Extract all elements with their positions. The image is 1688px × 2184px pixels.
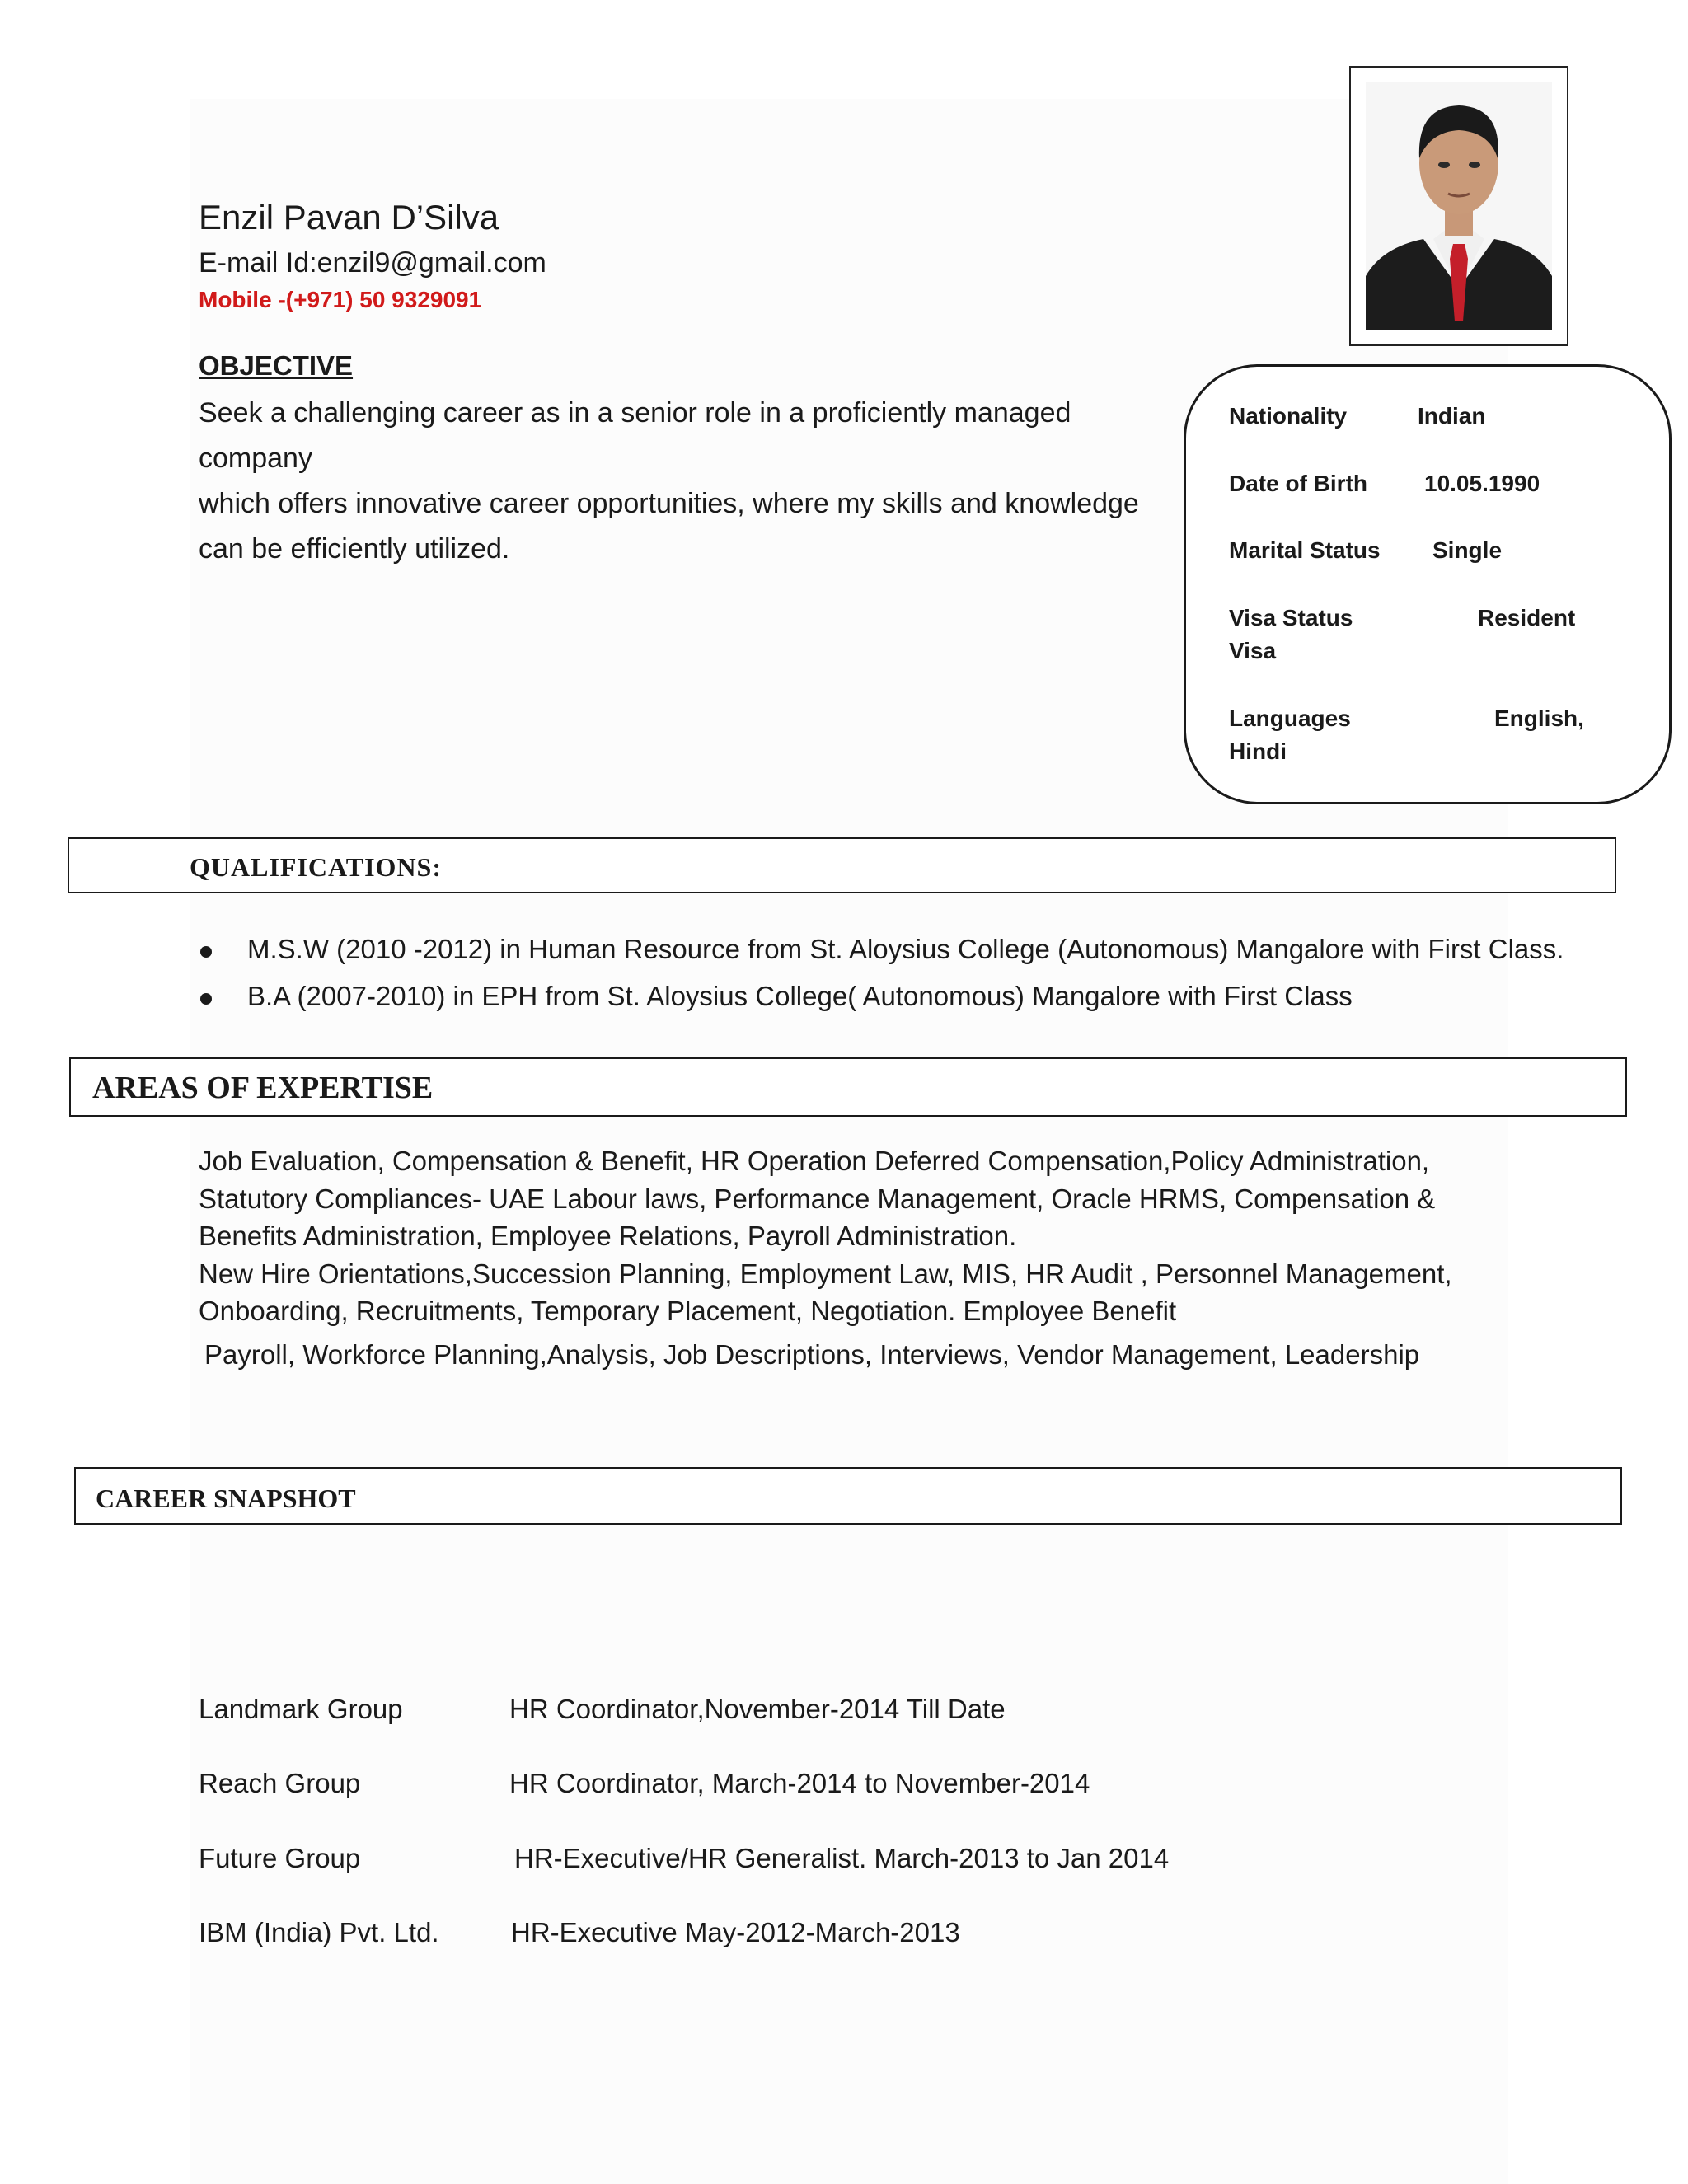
personal-info-box (1184, 364, 1672, 804)
qualification-item: M.S.W (2010 -2012) in Human Resource from St. Aloysius College (Autonomous) Mangalore with First Class. (247, 934, 1564, 964)
career-role: HR-Executive/HR Generalist. March-2013 to Jan 2014 (514, 1843, 1170, 1873)
mobile-line: Mobile -(+971) 50 9329091 (199, 287, 482, 312)
career-role: HR Coordinator,November-2014 Till Date (509, 1694, 1006, 1724)
expertise-line: Payroll, Workforce Planning,Analysis, Job Descriptions, Interviews, Vendor Management, Leadership (204, 1339, 1420, 1370)
profile-photo (1349, 66, 1568, 346)
objective-line: Seek a challenging career as in a senior role in a proficiently managed company (199, 397, 1071, 474)
info-value: Indian (1418, 403, 1486, 429)
expertise-text (199, 1142, 1559, 1330)
expertise-heading-box (69, 1057, 1627, 1117)
bullet-icon (200, 946, 212, 958)
career-heading-box (74, 1467, 1622, 1525)
bullet-icon (200, 993, 212, 1005)
qualifications-heading-box (68, 837, 1616, 893)
expertise-line: New Hire Orientations,Succession Planning, Employment Law, MIS, HR Audit , Personnel Management, (199, 1258, 1452, 1289)
career-heading: CAREER SNAPSHOT (96, 1483, 356, 1513)
expertise-heading: AREAS OF EXPERTISE (92, 1071, 434, 1105)
objective-line: which offers innovative career opportunities, where my skills and knowledge (199, 488, 1139, 519)
career-company: Landmark Group (199, 1694, 403, 1724)
expertise-line: Job Evaluation, Compensation & Benefit, HR Operation Deferred Compensation,Policy Administration, (199, 1146, 1430, 1176)
career-role: HR-Executive May-2012-March-2013 (511, 1917, 960, 1947)
email-line: E-mail Id:enzil9@gmail.com (199, 247, 546, 279)
objective-line: can be efficiently utilized. (199, 533, 510, 565)
career-role: HR Coordinator, March-2014 to November-2014 (509, 1768, 1090, 1798)
info-value: English, (1494, 705, 1584, 731)
objective-heading: OBJECTIVE (199, 350, 354, 381)
qualification-item: B.A (2007-2010) in EPH from St. Aloysius College( Autonomous) Mangalore with First Class (247, 981, 1353, 1011)
info-value: Single (1432, 537, 1503, 563)
info-label: Nationality (1229, 403, 1348, 429)
candidate-name: Enzil Pavan D’Silva (199, 198, 499, 237)
expertise-line: Benefits Administration, Employee Relations, Payroll Administration. (199, 1221, 1017, 1251)
info-value: Resident (1478, 605, 1576, 630)
info-value-cont: Visa (1229, 638, 1277, 663)
portrait-image (1366, 82, 1552, 330)
qualifications-heading: QUALIFICATIONS: (190, 852, 442, 882)
expertise-line: Onboarding, Recruitments, Temporary Placement, Negotiation. Employee Benefit (199, 1296, 1177, 1326)
career-company: Future Group (199, 1843, 361, 1873)
career-company: Reach Group (199, 1768, 361, 1798)
info-label: Date of Birth (1229, 471, 1367, 496)
career-company: IBM (India) Pvt. Ltd. (199, 1917, 439, 1947)
objective-text (199, 391, 1188, 572)
info-value: 10.05.1990 (1424, 471, 1540, 496)
expertise-line: Statutory Compliances- UAE Labour laws, Performance Management, Oracle HRMS, Compensation & (199, 1183, 1436, 1214)
info-value-cont: Hindi (1229, 738, 1287, 764)
info-label: Languages (1229, 705, 1351, 731)
info-label: Marital Status (1229, 537, 1381, 563)
info-label: Visa Status (1229, 605, 1353, 630)
